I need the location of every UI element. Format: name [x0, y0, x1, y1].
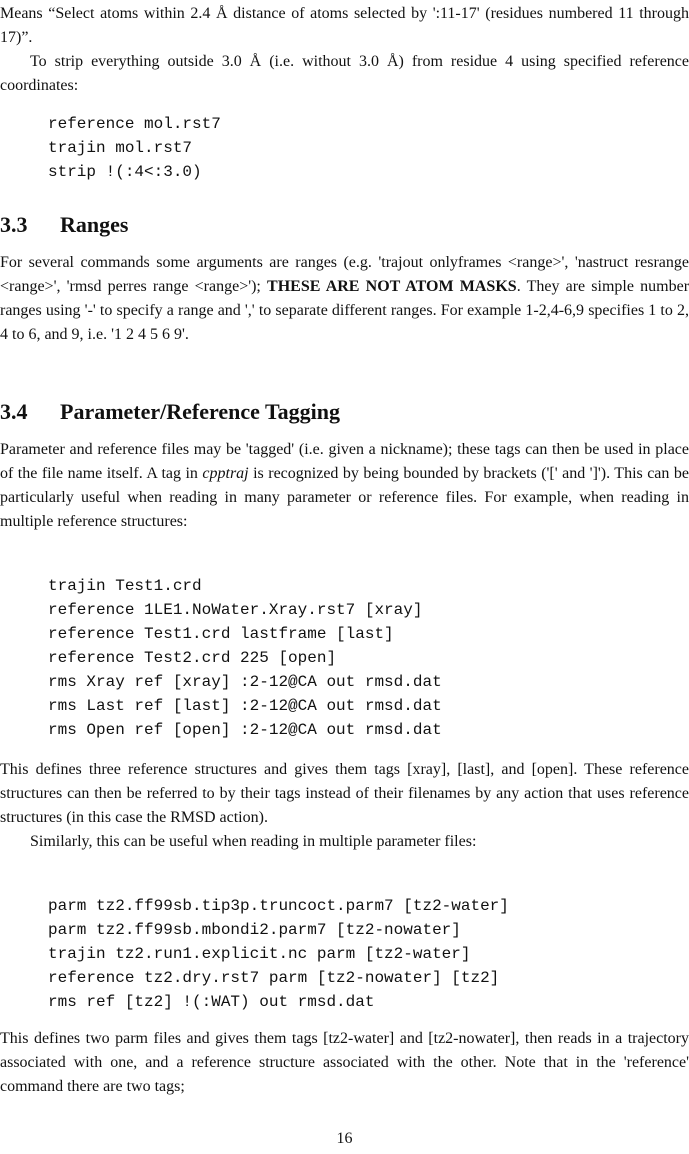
code-line: reference Test2.crd 225 [open] — [48, 649, 337, 667]
ranges-text-part-1: For several commands some arguments are ranges (e.g. 'trajout onlyframes <range>', 'nastruct resrange <range>', 'rmsd perres range <range>'); — [0, 254, 689, 295]
tagging-text-part-2: is recognized by being bounded by brackets ('[' and ']'). This can be particularly useful when reading in many parameter or reference files. For example, when reading in multiple reference structures: — [0, 465, 689, 530]
section-title: Parameter/Reference Tagging — [60, 399, 341, 424]
intro-paragraph-2: To strip everything outside 3.0 Å (i.e. without 3.0 Å) from residue 4 using specified reference coordinates: — [0, 53, 689, 94]
section-number: 3.4 — [0, 399, 28, 424]
code-line: rms Last ref [last] :2-12@CA out rmsd.dat — [48, 697, 442, 715]
section-number: 3.3 — [0, 212, 28, 237]
ranges-warning: THESE ARE NOT ATOM MASKS — [267, 278, 517, 295]
code-block-1-pre — [0, 112, 689, 184]
intro-section — [0, 2, 689, 98]
code-block-3 — [0, 894, 689, 1014]
code-line: trajin Test1.crd — [48, 577, 202, 595]
tagging-paragraph-3: Similarly, this can be useful when reading in multiple parameter files: — [30, 833, 477, 850]
program-name: cpptraj — [202, 465, 249, 482]
code-block-2-pre — [0, 574, 689, 742]
section-3-3 — [0, 211, 689, 347]
tagging-paragraph-1 — [0, 438, 689, 534]
tagging-paragraph-4: This defines two parm files and gives them tags [tz2-water] and [tz2-nowater], then reads in a trajectory associated with one, and a reference structure associated with the other. Note that in the 'reference' command there are two tags; — [0, 1030, 689, 1095]
code-line: strip !(:4<:3.0) — [48, 163, 202, 181]
code-line: reference mol.rst7 — [48, 115, 221, 133]
section-3-4 — [0, 398, 689, 534]
code-line: reference tz2.dry.rst7 parm [tz2-nowater] [tz2] — [48, 969, 500, 987]
section-heading — [0, 211, 689, 239]
tagging-text-part-1: Parameter and reference files may be 'tagged' (i.e. given a nickname); these tags can then be used in place of the file name itself. A tag in — [0, 441, 689, 482]
page-number: 16 — [336, 1130, 353, 1147]
code-line: reference Test1.crd lastframe [last] — [48, 625, 394, 643]
code-block-2 — [0, 574, 689, 742]
code-block-3-pre — [0, 894, 689, 1014]
code-line: trajin mol.rst7 — [48, 139, 193, 157]
ranges-paragraph — [0, 251, 689, 347]
section-title: Ranges — [60, 212, 129, 237]
code-line: parm tz2.ff99sb.tip3p.truncoct.parm7 [tz2-water] — [48, 897, 509, 915]
code-line: parm tz2.ff99sb.mbondi2.parm7 [tz2-nowater] — [48, 921, 461, 939]
ranges-text-part-2: . They are simple number ranges using '-' to specify a range and ',' to separate different ranges. For example 1-2,4-6,9 specifies 1 to 2, 4 to 6, and 9, i.e. '1 2 4 5 6 9'. — [0, 278, 689, 343]
code-line: reference 1LE1.NoWater.Xray.rst7 [xray] — [48, 601, 423, 619]
tagging-paragraph-2-wrapper — [0, 758, 689, 854]
code-line: trajin tz2.run1.explicit.nc parm [tz2-water] — [48, 945, 471, 963]
code-line: rms Open ref [open] :2-12@CA out rmsd.dat — [48, 721, 442, 739]
code-line: rms Xray ref [xray] :2-12@CA out rmsd.dat — [48, 673, 442, 691]
tagging-paragraph-2: This defines three reference structures and gives them tags [xray], [last], and [open]. These reference structures can then be referred to by their tags instead of their filenames by any action that uses reference structures (in this case the RMSD action). — [0, 761, 689, 826]
section-heading — [0, 398, 689, 426]
intro-paragraph-1: Means “Select atoms within 2.4 Å distance of atoms selected by ':11-17' (residues numbered 11 through 17)”. — [0, 5, 689, 46]
code-line: rms ref [tz2] !(:WAT) out rmsd.dat — [48, 993, 375, 1011]
code-block-1 — [0, 112, 689, 184]
tagging-paragraph-4-wrapper — [0, 1027, 689, 1099]
